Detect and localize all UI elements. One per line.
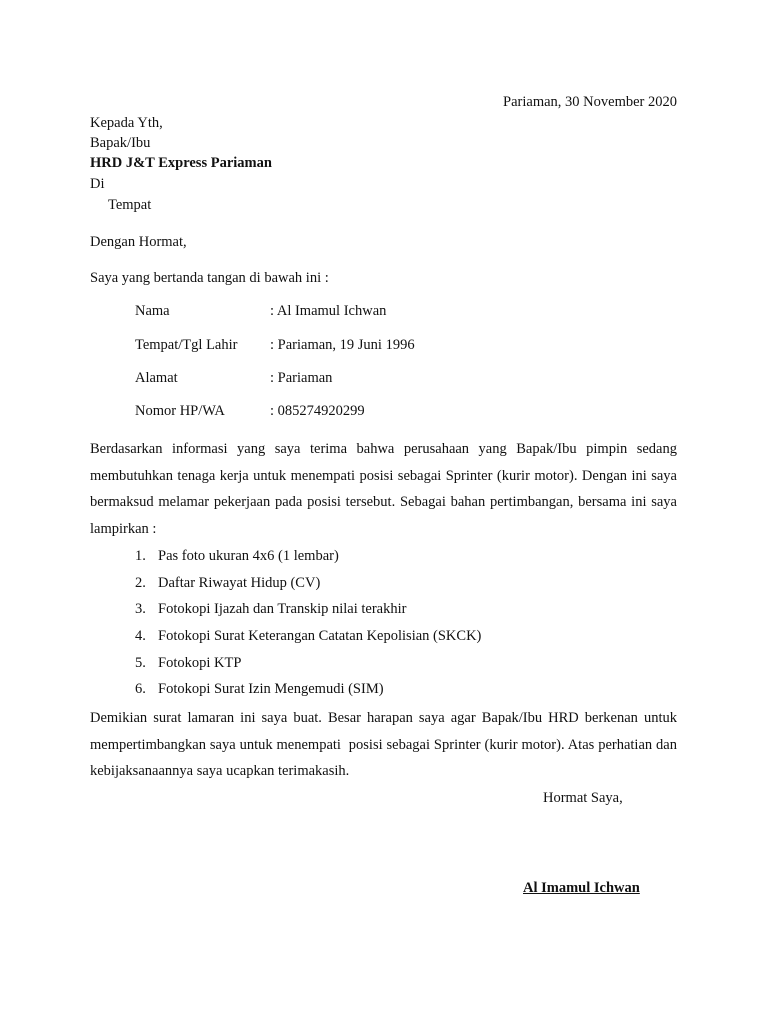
field-label-name: Nama: [135, 303, 170, 319]
field-label-birth: Tempat/Tgl Lahir: [135, 337, 238, 353]
recipient-line-2: Bapak/Ibu: [90, 135, 151, 151]
recipient-line-5: Tempat: [108, 197, 152, 213]
attachment-item: Fotokopi Surat Izin Mengemudi (SIM): [158, 681, 384, 697]
greeting: Dengan Hormat,: [90, 234, 187, 250]
attachment-item: Fotokopi Ijazah dan Transkip nilai terakhir: [158, 601, 407, 617]
attachment-number: 4.: [135, 628, 146, 644]
attachment-number: 3.: [135, 601, 146, 617]
recipient-line-4: Di: [90, 176, 105, 192]
attachment-item: Pas foto ukuran 4x6 (1 lembar): [158, 548, 339, 564]
signoff: Hormat Saya,: [543, 790, 623, 806]
field-value-phone: : 085274920299: [270, 403, 365, 419]
field-label-address: Alamat: [135, 370, 178, 386]
signature-name: Al Imamul Ichwan: [523, 880, 640, 896]
field-value-name: : Al Imamul Ichwan: [270, 303, 387, 319]
recipient-company: HRD J&T Express Pariaman: [90, 155, 272, 171]
attachment-number: 6.: [135, 681, 146, 697]
attachment-item: Fotokopi KTP: [158, 655, 242, 671]
attachment-number: 5.: [135, 655, 146, 671]
field-value-address: : Pariaman: [270, 370, 333, 386]
attachment-number: 2.: [135, 575, 146, 591]
closing-paragraph: Demikian surat lamaran ini saya buat. Besar harapan saya agar Bapak/Ibu HRD berkenan untuk mempertimbangkan saya untuk menempati posisi sebagai Sprinter (kurir motor). Atas perhatian dan kebijaksanaannya saya ucapkan terimakasih.: [90, 710, 681, 779]
letter-date: Pariaman, 30 November 2020: [503, 94, 677, 110]
attachment-item: Daftar Riwayat Hidup (CV): [158, 575, 321, 591]
recipient-line-1: Kepada Yth,: [90, 115, 163, 131]
field-label-phone: Nomor HP/WA: [135, 403, 225, 419]
attachment-number: 1.: [135, 548, 146, 564]
intro-text: Saya yang bertanda tangan di bawah ini :: [90, 270, 329, 286]
body-paragraph: Berdasarkan informasi yang saya terima bahwa perusahaan yang Bapak/Ibu pimpin sedang membutuhkan tenaga kerja untuk menempati posisi sebagai Sprinter (kurir motor). Dengan ini saya bermaksud melamar pekerjaan pada posisi tersebut. Sebagai bahan pertimbangan, bersama ini saya lampirkan :: [90, 441, 677, 537]
field-value-birth: : Pariaman, 19 Juni 1996: [270, 337, 415, 353]
attachment-item: Fotokopi Surat Keterangan Catatan Kepolisian (SKCK): [158, 628, 482, 644]
